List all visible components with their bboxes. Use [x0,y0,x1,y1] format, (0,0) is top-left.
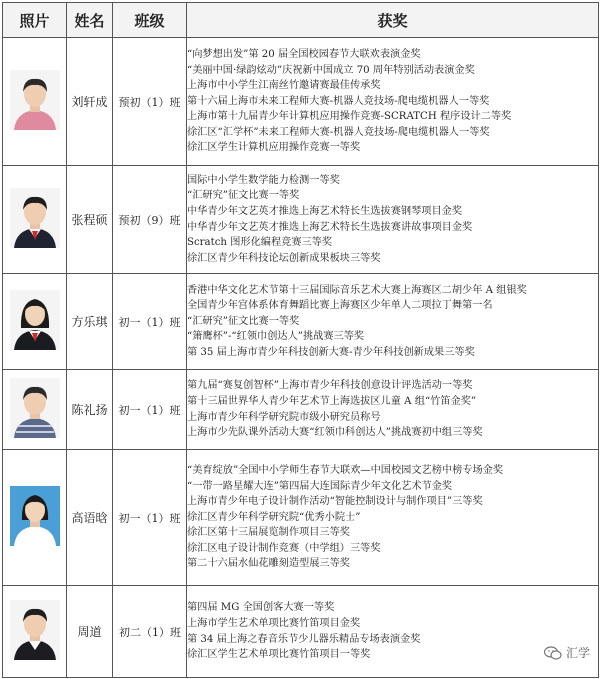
award-item: 第 34 届上海之春音乐节少儿器乐精品专场表演金奖 [187,633,421,645]
photo-cell [3,450,67,586]
wechat-icon [544,646,562,660]
award-item: “汇研究”征文比赛一等奖 [187,315,300,327]
watermark [544,644,590,661]
student-photo [10,600,60,660]
header-class: 班级 [113,3,187,38]
awards-cell [187,274,599,370]
student-photo [10,486,60,546]
award-item: 上海市少先队课外活动大赛“红领巾科创达人”挑战赛初中组三等奖 [187,427,483,439]
student-class: 初一（1）班 [113,370,187,450]
student-photo [10,290,60,350]
photo-cell [3,38,67,166]
header-photo: 照片 [3,3,67,38]
watermark-text: 汇学 [565,646,590,660]
award-item: “箫鹰杯”-“红领巾创达人”挑战赛三等奖 [187,331,365,343]
student-photo [10,188,60,248]
award-item: 上海市青少年科学研究院市级小研究员称号 [187,411,381,423]
awards-cell [187,166,599,274]
award-item: 第 35 届上海市青少年科技创新大赛-青少年科技创新成果三等奖 [187,346,475,358]
student-class: 初二（1）班 [113,586,187,678]
award-item: 徐汇区第十三届展览制作项目三等奖 [187,527,350,539]
award-item: 徐汇区“汇学杯”未来工程师大赛-机器人竞技场-爬电缆机器人一等奖 [187,126,490,138]
student-name: 方乐琪 [67,274,113,370]
photo-cell [3,586,67,678]
student-name: 刘轩成 [67,38,113,166]
awards-table [2,2,599,678]
award-item: 第十三届世界华人青少年艺术节上海选拔区儿童 A 组“竹笛金奖” [187,395,477,407]
photo-cell [3,166,67,274]
student-photo [10,378,60,438]
header-awards: 获奖 [187,3,599,38]
student-class: 初一（1）班 [113,274,187,370]
award-item: 第十六届上海市未来工程师大赛-机器人竞技场-爬电缆机器人一等奖 [187,95,490,107]
award-item: 中华青少年文艺英才推选上海艺术特长生选拔赛钢琴项目金奖 [187,205,463,217]
award-item: “向梦想出发”第 20 届全国校园春节大联欢表演金奖 [187,48,421,60]
student-row [3,586,599,678]
award-item: 中华青少年文艺英才推选上海艺术特长生选拔赛讲故事项目金奖 [187,221,473,233]
student-name: 张程硕 [67,166,113,274]
header-row [3,3,599,38]
award-item: “美丽中国·绿韵炫动”庆祝新中国成立 70 周年特别活动表演金奖 [187,64,475,76]
award-item: 全国青少年宫体系体育舞蹈比赛上海赛区少年单人二项拉丁舞第一名 [187,300,493,312]
awards-cell [187,370,599,450]
award-item: 徐汇区青少年科学研究院“优秀小院士” [187,511,361,523]
photo-cell [3,370,67,450]
award-item: “美育绽放”全国中小学师生春节大联欢—中国校园文艺榜中榜专场金奖 [187,464,504,476]
student-row [3,450,599,586]
awards-cell [187,450,599,586]
photo-cell [3,274,67,370]
award-item: 上海市第十九届青少年计算机应用操作竞赛-SCRATCH 程序设计二等奖 [187,111,512,123]
student-class: 预初（9）班 [113,166,187,274]
student-row [3,166,599,274]
award-item: 上海市青少年电子设计制作活动“智能控制设计与制作项目”三等奖 [187,496,483,508]
header-name: 姓名 [67,3,113,38]
student-name: 周道 [67,586,113,678]
award-item: 第二十六届水仙花雕刻造型展三等奖 [187,558,350,570]
student-class: 初一（1）班 [113,450,187,586]
award-item: 第九届“赛复创智杯”上海市青少年科技创意设计评选活动一等奖 [187,380,473,392]
award-item: 上海市学生艺术单项比赛竹笛项目金奖 [187,617,361,629]
award-item: “一带一路星耀大连”第四届大连国际青少年文化艺术节金奖 [187,480,453,492]
student-class: 预初（1）班 [113,38,187,166]
award-item: 徐汇区学生计算机应用操作竞赛一等奖 [187,142,361,154]
awards-cell [187,38,599,166]
award-item: 第四届 MG 全国创客大赛一等奖 [187,602,335,614]
student-photo [10,70,60,130]
award-item: 徐汇区青少年科技论坛创新成果板块三等奖 [187,252,381,264]
student-name: 高语晗 [67,450,113,586]
award-item: 徐汇区电子设计制作竞赛（中学组）三等奖 [187,542,381,554]
student-row [3,38,599,166]
award-item: 香港中华文化艺术节第十三届国际音乐艺术大赛上海赛区二胡少年 A 组银奖 [187,284,527,296]
award-item: “汇研究”征文比赛一等奖 [187,190,300,202]
student-name: 陈礼扬 [67,370,113,450]
student-row [3,274,599,370]
awards-cell [187,586,599,678]
award-item: Scratch 图形化编程竞赛三等奖 [187,237,333,249]
award-item: 徐汇区学生艺术单项比赛竹笛项目一等奖 [187,649,371,661]
student-row [3,370,599,450]
award-item: 国际中小学生数学能力检测一等奖 [187,174,340,186]
award-item: 上海市中小学生江南丝竹邀请赛最佳传承奖 [187,80,381,92]
